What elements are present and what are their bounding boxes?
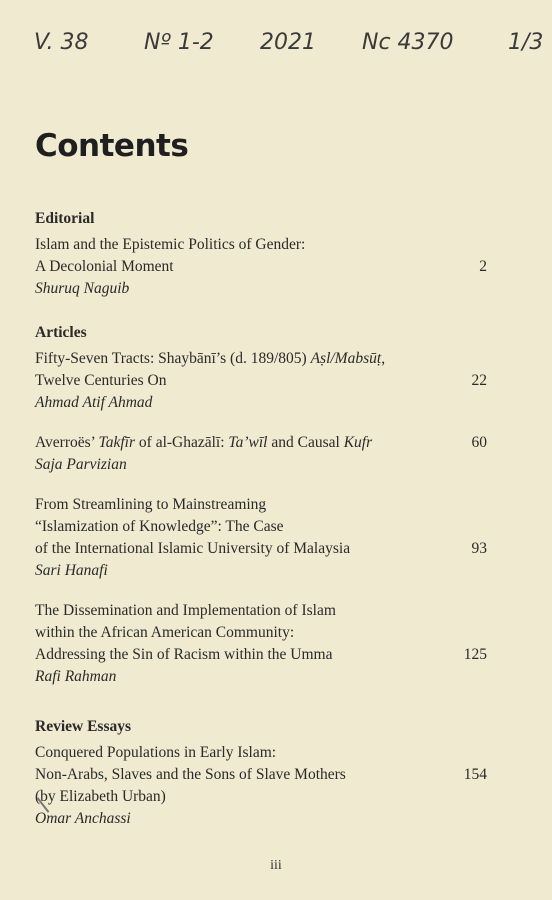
toc-entry xyxy=(35,348,487,414)
section-heading-review-essays: Review Essays xyxy=(35,718,132,735)
toc-entry xyxy=(35,432,487,476)
toc-entry xyxy=(35,742,487,830)
entry-title-line: The Dissemination and Implementation of Islam xyxy=(35,602,336,619)
entry-title-line: Twelve Centuries On 22 xyxy=(35,370,487,392)
entry-title-line: From Streamlining to Mainstreaming xyxy=(35,496,267,513)
page-number: 60 xyxy=(471,434,487,451)
entry-title-line: “Islamization of Knowledge”: The Case xyxy=(35,518,284,535)
page-number: 125 xyxy=(463,646,487,663)
hw-catalog: Nc 4370 xyxy=(362,30,454,55)
entry-title-line: Fifty-Seven Tracts: Shaybānī’s (d. 189/805) Aṣl/Mabsūṭ, xyxy=(35,350,386,367)
hw-volume: V. 38 xyxy=(34,30,89,55)
entry-title-line: (by Elizabeth Urban) xyxy=(35,788,166,805)
entry-title-line: within the African American Community: xyxy=(35,624,295,641)
entry-title-line: Addressing the Sin of Racism within the Umma 125 xyxy=(35,644,487,666)
entry-title-line: Conquered Populations in Early Islam: xyxy=(35,744,277,761)
entry-author: Sari Hanafi xyxy=(35,562,108,579)
entry-title-line: Non-Arabs, Slaves and the Sons of Slave Mothers 154 xyxy=(35,764,487,786)
entry-title-line: Averroës’ Takfīr of al-Ghazālī: Ta’wīl and Causal Kufr 60 xyxy=(35,432,487,454)
entry-author: Rafi Rahman xyxy=(35,668,117,685)
entry-author: Shuruq Naguib xyxy=(35,280,130,297)
page-number-footer: iii xyxy=(270,858,282,873)
toc-entry xyxy=(35,600,487,688)
page-number: 154 xyxy=(463,766,487,783)
table-of-contents xyxy=(35,208,487,830)
hw-number: Nº 1-2 xyxy=(144,30,214,55)
hw-year: 2021 xyxy=(260,30,316,55)
page-number: 22 xyxy=(471,372,487,389)
page-number: 2 xyxy=(479,258,487,275)
hw-fraction: 1/3 xyxy=(508,30,544,55)
page-number: 93 xyxy=(471,540,487,557)
entry-title-line: Islam and the Epistemic Politics of Gender: xyxy=(35,236,306,253)
section-heading-editorial: Editorial xyxy=(35,210,95,227)
handwritten-annotation xyxy=(32,24,544,64)
page-title: Contents xyxy=(35,128,189,164)
entry-title-line: of the International Islamic University of Malaysia 93 xyxy=(35,538,487,560)
toc-entry xyxy=(35,234,487,300)
entry-author: Omar Anchassi xyxy=(35,810,131,827)
entry-author: Saja Parvizian xyxy=(35,456,127,473)
entry-author: Ahmad Atif Ahmad xyxy=(35,394,153,411)
entry-title-line: A Decolonial Moment 2 xyxy=(35,256,487,278)
section-heading-articles: Articles xyxy=(35,324,87,341)
toc-entry xyxy=(35,494,487,582)
